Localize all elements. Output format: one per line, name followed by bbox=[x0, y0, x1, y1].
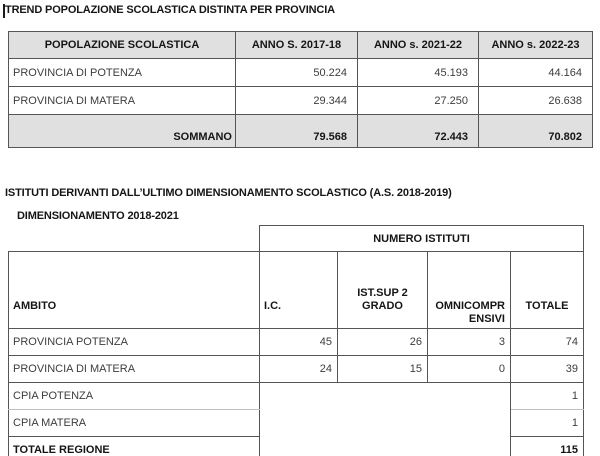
total-label: TOTALE REGIONE bbox=[9, 437, 260, 456]
col-header-popolazione-scolastica: POPOLAZIONE SCOLASTICA bbox=[9, 32, 236, 59]
total-label: SOMMANO bbox=[9, 115, 236, 148]
value-cell: 44.164 bbox=[479, 59, 593, 87]
popolazione-scolastica-table bbox=[8, 31, 593, 148]
group-header-numero-istituti: NUMERO ISTITUTI bbox=[260, 226, 584, 252]
section2-subtitle: DIMENSIONAMENTO 2018-2021 bbox=[17, 210, 179, 222]
total-value-cell: 115 bbox=[511, 437, 584, 456]
group-header-row bbox=[9, 226, 584, 252]
value-cell: 50.224 bbox=[236, 59, 358, 87]
table-row-provincia-potenza bbox=[9, 329, 584, 356]
value-cell: 1 bbox=[511, 383, 584, 410]
table-row-provincia-di-matera bbox=[9, 87, 593, 115]
value-cell: 1 bbox=[511, 410, 584, 437]
total-value-cell: 70.802 bbox=[479, 115, 593, 148]
section2-title: ISTITUTI DERIVANTI DALL’ULTIMO DIMENSIONAMENTO SCOLASTICO (A.S. 2018-2019) bbox=[5, 187, 452, 199]
istituti-table bbox=[8, 225, 584, 456]
table-row-provincia-di-potenza bbox=[9, 59, 593, 87]
col-header-anno-2021-22: ANNO s. 2021-22 bbox=[358, 32, 479, 59]
col-header-ambito: AMBITO bbox=[9, 252, 260, 329]
row-label: PROVINCIA DI MATERA bbox=[9, 87, 236, 115]
value-cell: 45.193 bbox=[358, 59, 479, 87]
table-header-row bbox=[9, 32, 593, 59]
col-header-anno-2022-23: ANNO s. 2022-23 bbox=[479, 32, 593, 59]
empty-area bbox=[9, 226, 260, 252]
value-cell: 26 bbox=[338, 329, 428, 356]
row-label: CPIA MATERA bbox=[9, 410, 260, 437]
row-label: PROVINCIA DI POTENZA bbox=[9, 59, 236, 87]
row-label: CPIA POTENZA bbox=[9, 383, 260, 410]
col-header-ist-sup-2-grado: IST.SUP 2 GRADO bbox=[338, 252, 428, 329]
value-cell: 0 bbox=[428, 356, 511, 383]
table-row-cpia-potenza bbox=[9, 383, 584, 410]
section1-title: TREND POPOLAZIONE SCOLASTICA DISTINTA PER PROVINCIA bbox=[5, 4, 335, 16]
value-cell: 26.638 bbox=[479, 87, 593, 115]
table-row-provincia-di-matera bbox=[9, 356, 584, 383]
col-header-totale: TOTALE bbox=[511, 252, 584, 329]
value-cell: 45 bbox=[260, 329, 338, 356]
total-value-cell: 72.443 bbox=[358, 115, 479, 148]
col-header-anno-2017-18: ANNO S. 2017-18 bbox=[236, 32, 358, 59]
value-cell: 15 bbox=[338, 356, 428, 383]
value-cell: 27.250 bbox=[358, 87, 479, 115]
total-row-sommano bbox=[9, 115, 593, 148]
row-label: PROVINCIA DI MATERA bbox=[9, 356, 260, 383]
value-cell: 24 bbox=[260, 356, 338, 383]
value-cell: 74 bbox=[511, 329, 584, 356]
total-value-cell: 79.568 bbox=[236, 115, 358, 148]
merged-empty-cell bbox=[260, 383, 511, 456]
table-header-row bbox=[9, 252, 584, 329]
value-cell: 29.344 bbox=[236, 87, 358, 115]
col-header-omnicomprensivi: OMNICOMPRENSIVI bbox=[428, 252, 511, 329]
row-label: PROVINCIA POTENZA bbox=[9, 329, 260, 356]
col-header-ic: I.C. bbox=[260, 252, 338, 329]
value-cell: 3 bbox=[428, 329, 511, 356]
value-cell: 39 bbox=[511, 356, 584, 383]
